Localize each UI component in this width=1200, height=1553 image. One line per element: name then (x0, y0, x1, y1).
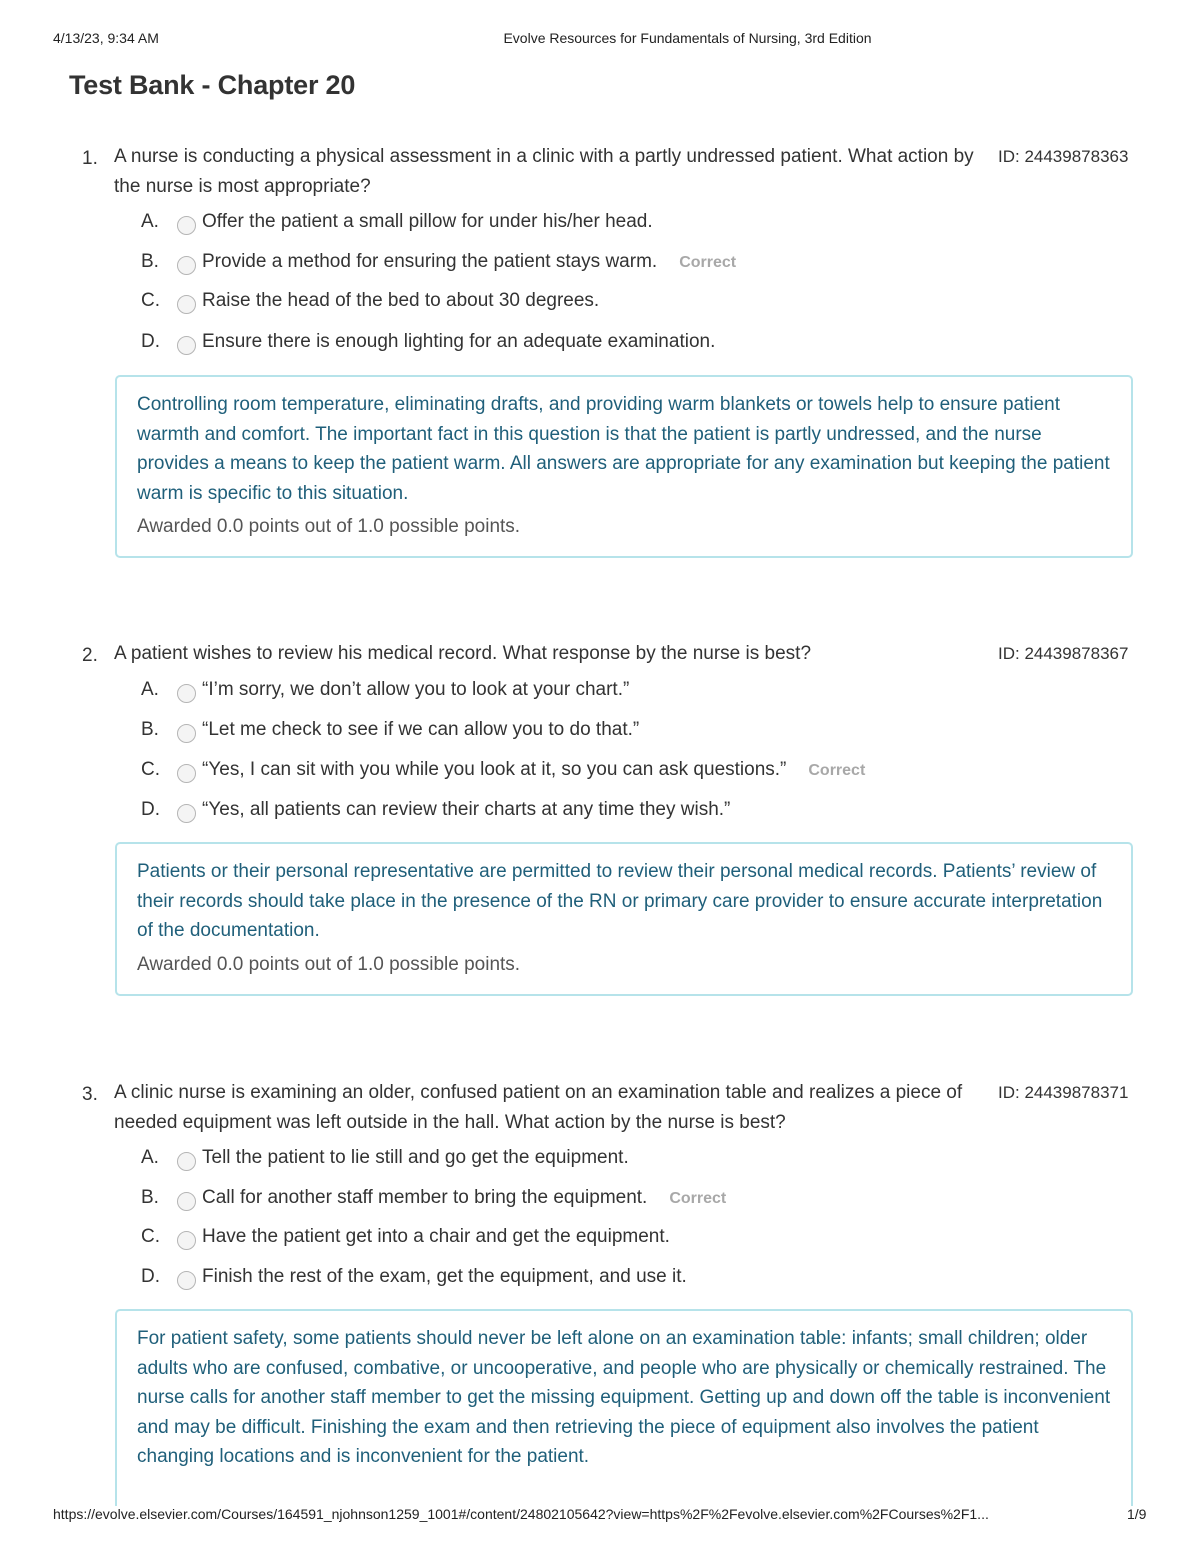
print-header (0, 30, 1200, 50)
option-text: “Yes, I can sit with you while you look at it, so you can ask questions.” (202, 759, 787, 780)
option-text: Ensure there is enough lighting for an adequate examination. (202, 331, 716, 352)
option-c[interactable] (0, 290, 1200, 320)
correct-label: Correct (679, 254, 737, 271)
points-awarded: Awarded 0.0 points out of 1.0 possible points. (137, 516, 521, 537)
option-letter: A. (141, 679, 159, 700)
print-url: https://evolve.elsevier.com/Courses/164591_njohnson1259_1001#/content/24802105642?view=https%2F%2Fevolve.elsevier.com%2FCourses%2F1... (53, 1506, 989, 1522)
radio-button[interactable] (177, 295, 196, 314)
option-a[interactable] (0, 679, 1200, 709)
option-letter: D. (141, 331, 160, 352)
option-letter: C. (141, 1226, 160, 1247)
rationale-box (115, 1309, 1133, 1506)
option-letter: B. (141, 251, 159, 272)
correct-label: Correct (808, 762, 866, 779)
radio-button[interactable] (177, 724, 196, 743)
radio-button[interactable] (177, 256, 196, 275)
option-letter: B. (141, 719, 159, 740)
option-letter: C. (141, 290, 160, 311)
print-document-title: Evolve Resources for Fundamentals of Nursing, 3rd Edition (503, 30, 872, 46)
option-text: Call for another staff member to bring the equipment. (202, 1187, 648, 1208)
option-text: Tell the patient to lie still and go get the equipment. (202, 1147, 629, 1168)
option-text: Provide a method for ensuring the patient stays warm. (202, 251, 658, 272)
option-c[interactable] (0, 759, 1200, 789)
option-letter: B. (141, 1187, 159, 1208)
radio-button[interactable] (177, 764, 196, 783)
option-a[interactable] (0, 1147, 1200, 1177)
radio-button[interactable] (177, 1231, 196, 1250)
option-a[interactable] (0, 211, 1200, 241)
radio-button[interactable] (177, 216, 196, 235)
question-number: 1. (82, 148, 98, 169)
option-letter: C. (141, 759, 160, 780)
option-letter: D. (141, 1266, 160, 1287)
option-d[interactable] (0, 799, 1200, 829)
radio-button[interactable] (177, 1192, 196, 1211)
points-awarded: Awarded 0.0 points out of 1.0 possible points. (137, 953, 521, 975)
question-number: 3. (82, 1084, 98, 1105)
rationale-box (115, 842, 1133, 996)
option-text: Finish the rest of the exam, get the equipment, and use it. (202, 1266, 687, 1287)
rationale-box (115, 375, 1133, 558)
radio-button[interactable] (177, 1271, 196, 1290)
print-footer (0, 1506, 1200, 1526)
radio-button[interactable] (177, 804, 196, 823)
option-d[interactable] (0, 331, 1200, 361)
radio-button[interactable] (177, 1152, 196, 1171)
option-text: “Let me check to see if we can allow you to do that.” (202, 719, 640, 740)
radio-button[interactable] (177, 336, 196, 355)
correct-label: Correct (669, 1190, 727, 1207)
option-letter: A. (141, 211, 159, 232)
option-c[interactable] (0, 1226, 1200, 1256)
option-b[interactable] (0, 719, 1200, 749)
option-b[interactable] (0, 1187, 1200, 1217)
rationale-text: Controlling room temperature, eliminating drafts, and providing warm blankets or towels help to ensure patient warmth and comfort. The important fact in this question is that the patient is partly undressed, and the nurse provides a means to keep the patient warm. All answers are appropriate for any examination but keeping the patient warm is specific to this situation. (137, 394, 1110, 504)
rationale-text: Patients or their personal representative are permitted to review their personal medical records. Patients’ review of their records should take place in the presence of the RN or primary care provider to ensure accurate interpretation of the documentation. (137, 861, 1103, 941)
rationale-text: For patient safety, some patients should never be left alone on an examination table: infants; small children; older adults who are confused, combative, or uncooperative, and people who are physically or chemically restrained. The nurse calls for another staff member to get the missing equipment. Getting up and down off the table is inconvenient and may be difficult. Finishing the exam and then retrieving the piece of equipment also involves the patient changing locations and is inconvenient for the patient. (137, 1328, 1111, 1467)
question-text: A nurse is conducting a physical assessment in a clinic with a partly undressed patient. What action by the nurse is most appropriate? (114, 146, 974, 197)
radio-button[interactable] (177, 684, 196, 703)
print-date: 4/13/23, 9:34 AM (53, 30, 159, 46)
question-text: A clinic nurse is examining an older, confused patient on an examination table and realizes a piece of needed equipment was left outside in the hall. What action by the nurse is best? (114, 1082, 963, 1133)
option-letter: D. (141, 799, 160, 820)
option-letter: A. (141, 1147, 159, 1168)
question-id: ID: 24439878367 (998, 644, 1129, 663)
question-text: A patient wishes to review his medical record. What response by the nurse is best? (114, 643, 812, 664)
option-text: Raise the head of the bed to about 30 degrees. (202, 290, 600, 311)
question-number: 2. (82, 645, 98, 666)
question-id: ID: 24439878363 (998, 147, 1129, 166)
option-d[interactable] (0, 1266, 1200, 1296)
page-number: 1/9 (1127, 1506, 1147, 1522)
option-text: Have the patient get into a chair and get the equipment. (202, 1226, 670, 1247)
option-b[interactable] (0, 251, 1200, 281)
option-text: “I’m sorry, we don’t allow you to look at your chart.” (202, 679, 630, 700)
option-text: “Yes, all patients can review their charts at any time they wish.” (202, 799, 731, 820)
page-title: Test Bank - Chapter 20 (69, 70, 356, 100)
question-id: ID: 24439878371 (998, 1083, 1129, 1102)
option-text: Offer the patient a small pillow for under his/her head. (202, 211, 653, 232)
